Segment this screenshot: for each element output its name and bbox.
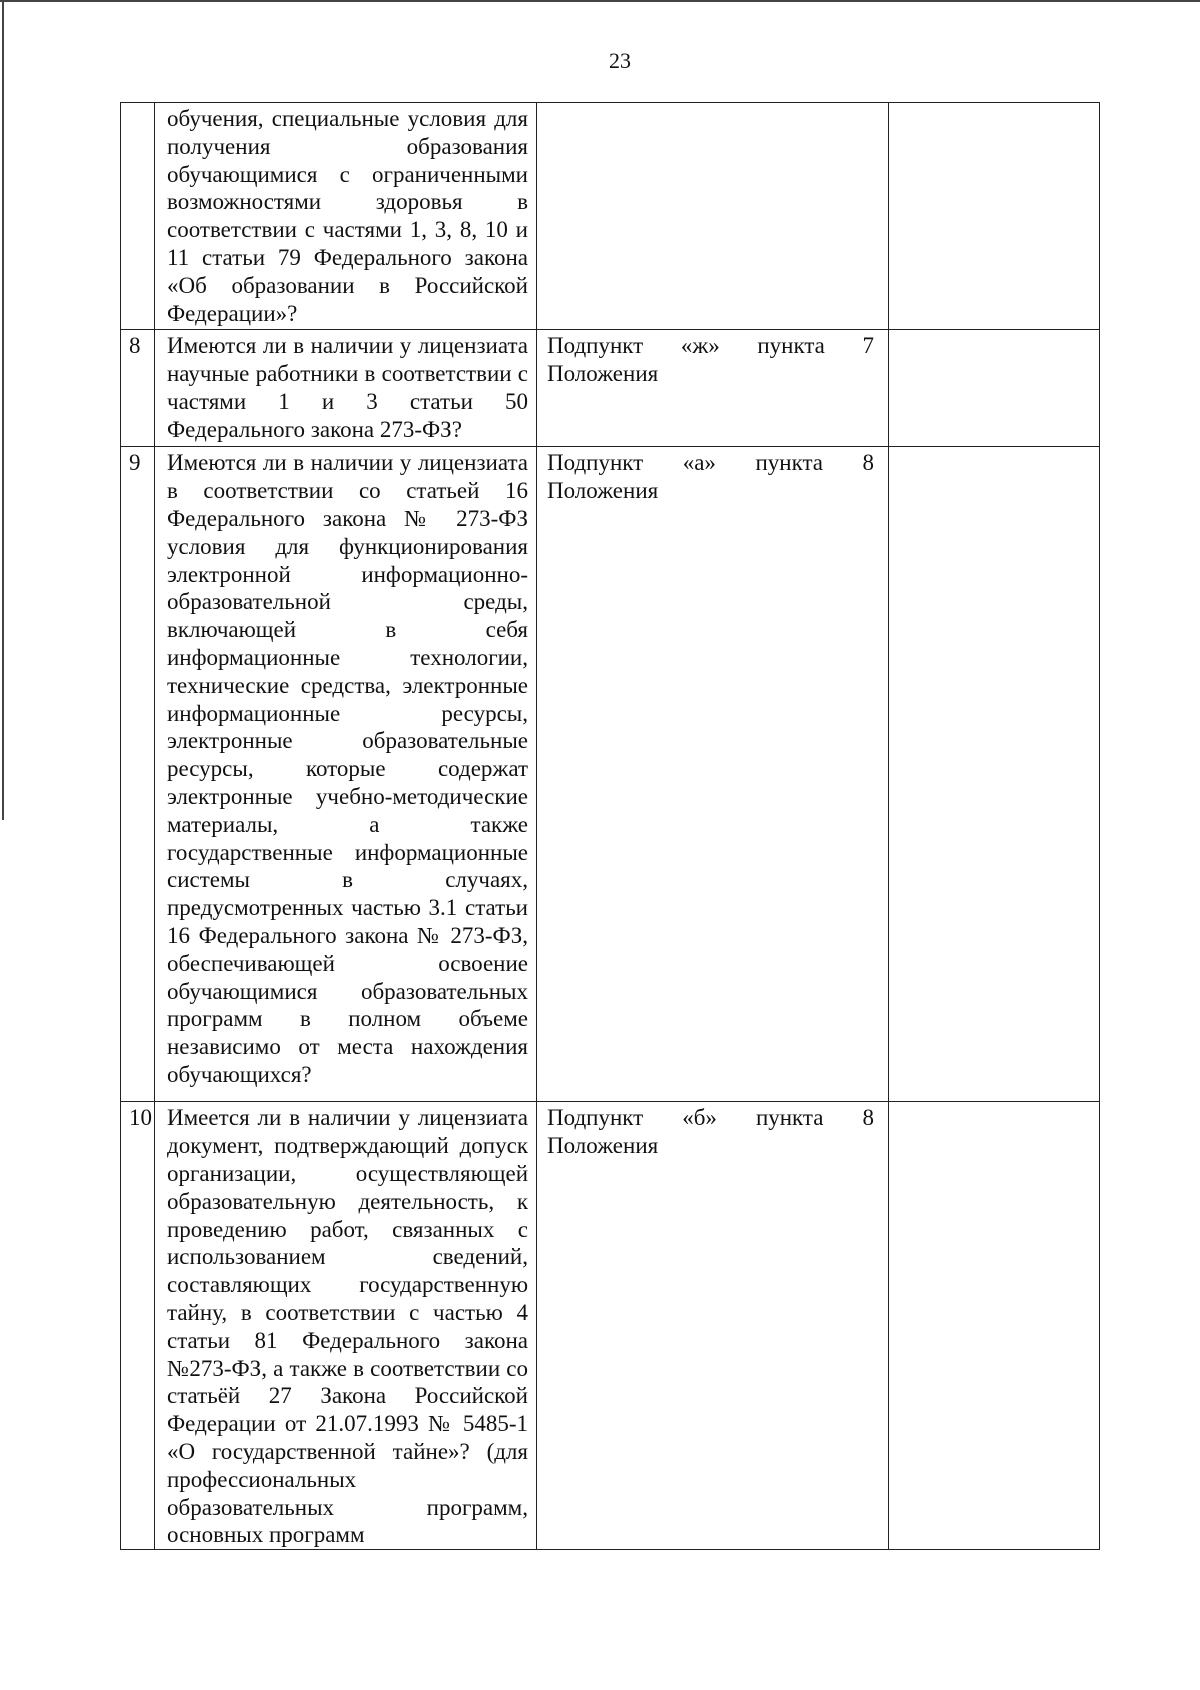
- reference-word: «б»: [682, 1105, 717, 1131]
- row-number: 8: [121, 330, 155, 447]
- scan-edge-left: [2, 0, 4, 820]
- reference-document: Положения: [547, 361, 659, 387]
- reference-cell: [537, 330, 889, 447]
- reference-word: 8: [862, 1105, 874, 1131]
- reference-line: [547, 1104, 874, 1132]
- reference-cell: [537, 447, 889, 1102]
- mark-cell: [889, 447, 1100, 1102]
- reference-word: 7: [862, 333, 874, 359]
- mark-cell: [889, 330, 1100, 447]
- reference-word: Подпункт: [547, 333, 644, 359]
- mark-cell: [889, 103, 1100, 330]
- reference-word: 8: [862, 450, 874, 476]
- reference-cell: [537, 103, 889, 330]
- scan-edge-top: [0, 0, 1200, 2]
- mark-cell: [889, 1102, 1100, 1550]
- checklist-table: [120, 102, 1100, 1550]
- reference-line: [547, 332, 874, 360]
- question-text: Имеются ли в наличии у лицензиата научные работники в соответствии с частями 1 и 3 статьи 50 Федерального закона 273-ФЗ?: [155, 330, 537, 447]
- row-number: 10: [121, 1102, 155, 1550]
- reference-line: [547, 449, 874, 477]
- reference-document: Положения: [547, 1133, 659, 1159]
- reference-word: Подпункт: [547, 450, 644, 476]
- reference-document: Положения: [547, 478, 659, 504]
- reference-word: «а»: [682, 450, 716, 476]
- question-text: Имеются ли в наличии у лицензиата в соответствии со статьей 16 Федерального закона № 273-ФЗ условия для функционирования электронной информационно-образовательной среды, включающей в себя информационные технологии, технические средства, электронные информационные ресурсы, электронные образовательные ресурсы, которые содержат электронные учебно-методические материалы, а также государственные информационные системы в случаях, предусмотренных частью 3.1 статьи 16 Федерального закона № 273-ФЗ, обеспечивающей освоение обучающимися образовательных программ в полном объеме независимо от места нахождения обучающихся?: [155, 447, 537, 1102]
- table-row: [121, 447, 1100, 1102]
- question-text: обучения, специальные условия для получения образования обучающимися с ограниченными возможностями здоровья в соответствии с частями 1, 3, 8, 10 и 11 статьи 79 Федерального закона «Об образовании в Российской Федерации»?: [155, 103, 537, 330]
- page-number: 23: [609, 48, 631, 73]
- reference-word: пункта: [755, 1105, 824, 1131]
- reference-word: «ж»: [680, 333, 720, 359]
- row-number: 9: [121, 447, 155, 1102]
- table-row: [121, 1102, 1100, 1550]
- table-row: [121, 103, 1100, 330]
- row-number: [121, 103, 155, 330]
- reference-word: Подпункт: [547, 1105, 644, 1131]
- reference-word: пункта: [755, 450, 823, 476]
- reference-word: пункта: [757, 333, 825, 359]
- question-text: Имеется ли в наличии у лицензиата документ, подтверждающий допуск организации, осуществляющей образовательную деятельность, к проведению работ, связанных с использованием сведений, составляющих государственную тайну, в соответствии с частью 4 статьи 81 Федерального закона №273-ФЗ, а также в соответствии со статьёй 27 Закона Российской Федерации от 21.07.1993 № 5485-1 «О государственной тайне»? (для профессиональных образовательных программ, основных программ: [155, 1102, 537, 1550]
- table-row: [121, 330, 1100, 447]
- reference-cell: [537, 1102, 889, 1550]
